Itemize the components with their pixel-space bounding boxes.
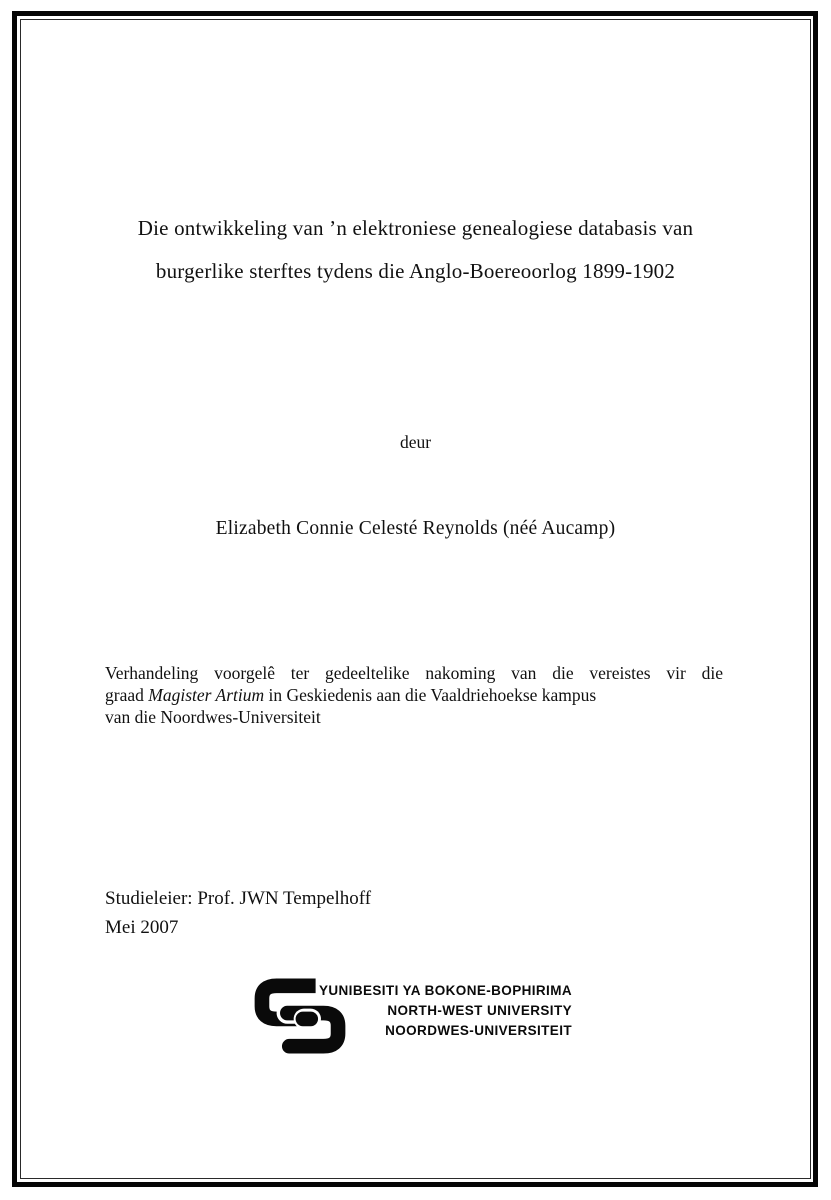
submission-statement [105,662,723,728]
submission-line2 [105,684,723,706]
submission-line2-pre: graad [105,685,149,705]
nwu-logo-line-english: NORTH-WEST UNIVERSITY [387,1003,572,1018]
submission-line1: Verhandeling voorgelê ter gedeeltelike nakoming van die vereistes vir die [105,663,723,683]
nwu-logo-wordmark [316,981,572,1041]
nwu-logo-line-afrikaans: NOORDWES-UNIVERSITEIT [385,1023,572,1038]
byline-label: deur [399,432,432,452]
nwu-logo-line-setswana: YUNIBESITI YA BOKONE-BOPHIRIMA [318,983,572,998]
author-name: Elizabeth Connie Celesté Reynolds (néé Aucamp) [215,518,616,539]
date-line: Mei 2007 [105,917,179,938]
supervisor-line: Studieleier: Prof. JWN Tempelhoff [105,888,372,909]
supervisor-block [105,884,371,942]
submission-line3: van die Noordwes-Universiteit [105,707,321,727]
thesis-title-line2: burgerlike sterftes tydens die Anglo-Boereoorlog 1899-1902 [155,259,676,283]
thesis-title-line1: Die ontwikkeling van ’n elektroniese genealogiese databasis van [137,216,694,240]
nwu-logo [254,974,594,1064]
thesis-title [55,207,776,293]
degree-name-italic: Magister Artium [148,685,265,705]
submission-line2-post: in Geskiedenis aan die Vaaldriehoekse kampus [264,685,597,705]
